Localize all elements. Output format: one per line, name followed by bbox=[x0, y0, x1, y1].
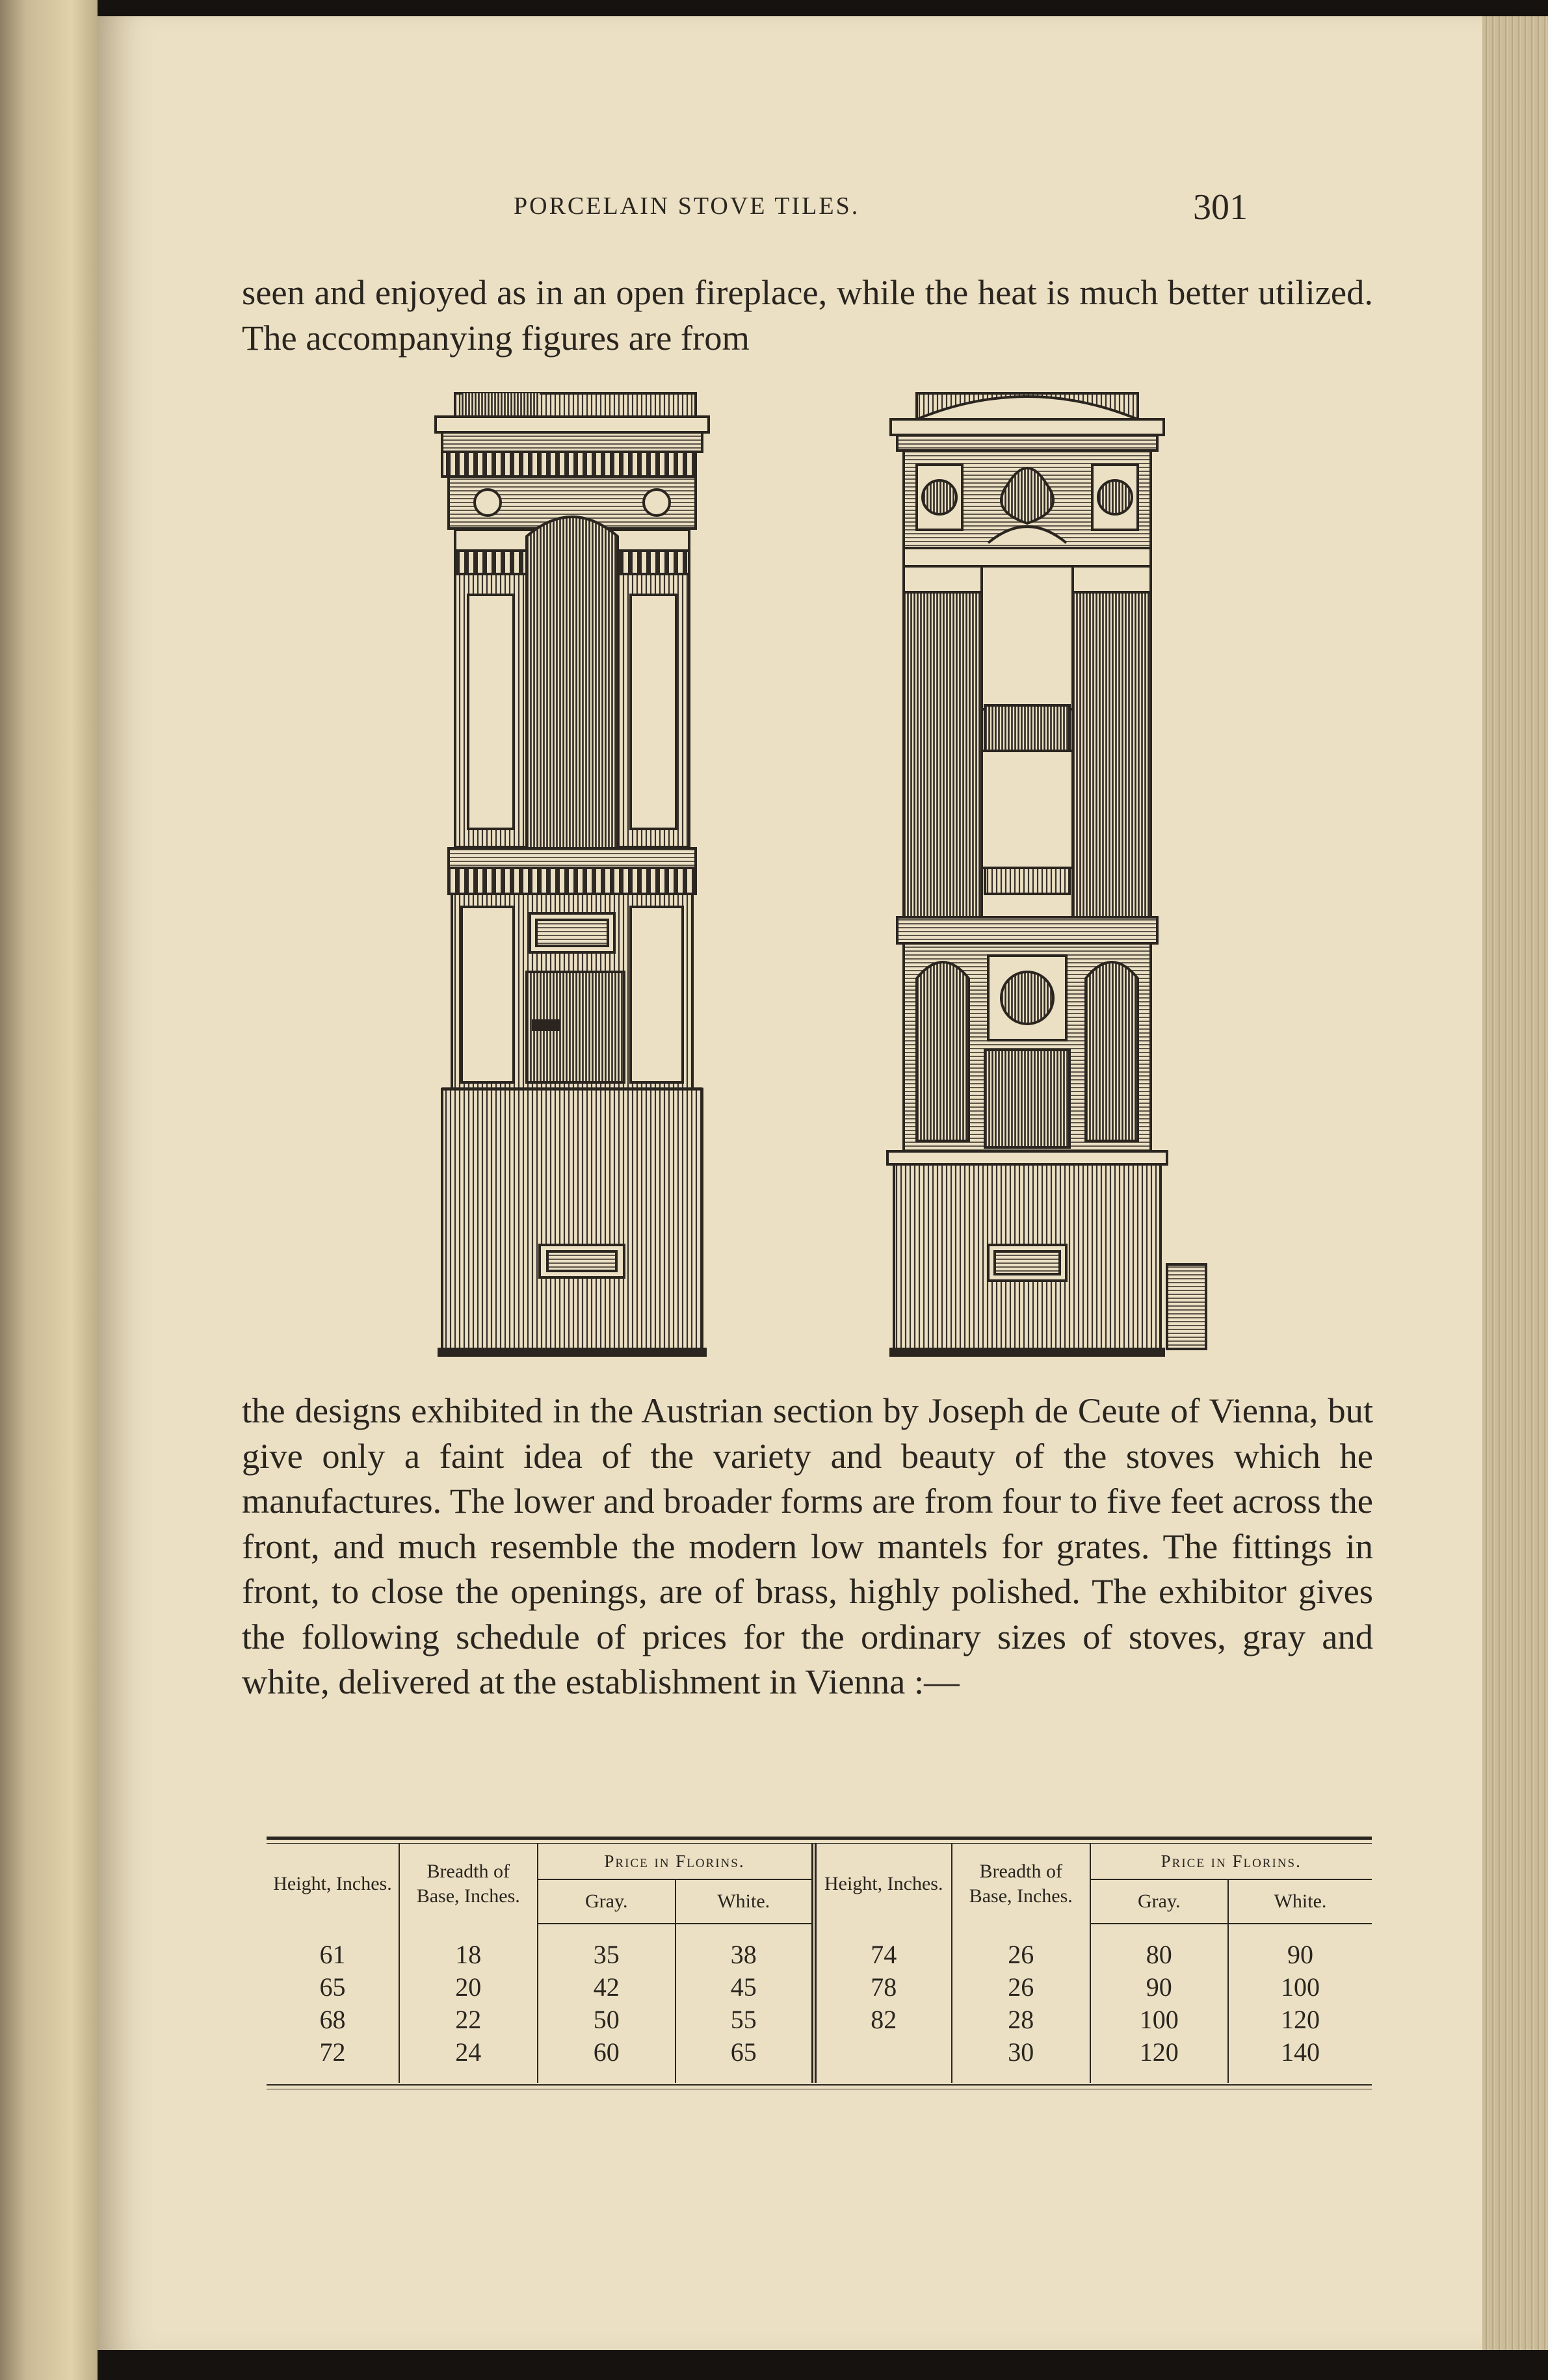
header-breadth: Breadth of Base, Inches. bbox=[399, 1844, 538, 1924]
cell: 20 bbox=[399, 1971, 538, 2004]
cell: 28 bbox=[952, 2004, 1090, 2036]
header-gray-2: Gray. bbox=[1090, 1879, 1229, 1924]
right-column-left bbox=[904, 592, 982, 917]
stoves-illustration bbox=[345, 380, 1268, 1375]
header-white-2: White. bbox=[1228, 1879, 1372, 1924]
cell: 78 bbox=[814, 1971, 952, 2004]
cell: 35 bbox=[538, 1924, 676, 1971]
cell: 90 bbox=[1090, 1971, 1229, 2004]
header-height-2: Height, Inches. bbox=[814, 1844, 952, 1924]
page-header bbox=[98, 187, 1482, 239]
cell: 82 bbox=[814, 2004, 952, 2036]
book-page bbox=[98, 16, 1482, 2350]
cell: 100 bbox=[1090, 2004, 1229, 2036]
cell: 26 bbox=[952, 1971, 1090, 2004]
cell: 90 bbox=[1287, 1940, 1313, 1969]
left-upper-niche bbox=[527, 517, 618, 848]
paragraph-1: seen and enjoyed as in an open fireplace, while the heat is much better utilized. The accompanying figures are from bbox=[242, 272, 1373, 358]
price-schedule-table bbox=[267, 1844, 1372, 2083]
header-white: White. bbox=[676, 1879, 814, 1924]
cell: 120 bbox=[1090, 2036, 1229, 2083]
cell: 80 bbox=[1090, 1924, 1229, 1971]
table-row bbox=[267, 2036, 1372, 2083]
running-title: PORCELAIN STOVE TILES. bbox=[514, 192, 860, 220]
table-row bbox=[267, 2004, 1372, 2036]
stove-left bbox=[436, 393, 709, 1355]
cell: 42 bbox=[538, 1971, 676, 2004]
cell: 60 bbox=[538, 2036, 676, 2083]
cell: 140 bbox=[1281, 2037, 1320, 2067]
table-row bbox=[267, 1971, 1372, 2004]
cell: 65 bbox=[267, 1971, 399, 2004]
cell: 55 bbox=[676, 2004, 814, 2036]
left-base bbox=[442, 1089, 702, 1349]
header-price-2: Price in Florins. bbox=[1090, 1844, 1372, 1879]
page-number: 301 bbox=[1193, 187, 1248, 228]
paragraph-2: the designs exhibited in the Austrian section by Joseph de Ceute of Vienna, but give only a faint idea of the variety and beauty of the stoves which he manufactures. The lower and broader forms are from four to five feet across the front, and much resemble the modern low mantels for grates. The fittings in front, to close the openings, are of brass, highly polished. The exhibitor gives the following schedule of prices for the ordinary sizes of stoves, gray and white, delivered at the establishment in Vienna :— bbox=[242, 1391, 1373, 1701]
cell: 120 bbox=[1281, 2005, 1320, 2034]
header-gray: Gray. bbox=[538, 1879, 676, 1924]
cell: 65 bbox=[676, 2036, 814, 2083]
header-breadth-2: Breadth of Base, Inches. bbox=[952, 1844, 1090, 1924]
cell: 100 bbox=[1281, 1972, 1320, 2002]
header-height: Height, Inches. bbox=[267, 1844, 399, 1924]
cell: 26 bbox=[952, 1924, 1090, 1971]
table-top-rule bbox=[267, 1837, 1372, 1844]
cell: 22 bbox=[399, 2004, 538, 2036]
cell bbox=[814, 2036, 952, 2083]
right-column-right bbox=[1073, 592, 1151, 917]
table-bottom-rule bbox=[267, 2084, 1372, 2089]
header-price: Price in Florins. bbox=[538, 1844, 814, 1879]
stove-right bbox=[887, 393, 1206, 1355]
facing-page-edge bbox=[0, 0, 98, 2380]
cell: 68 bbox=[267, 2004, 399, 2036]
cell: 45 bbox=[676, 1971, 814, 2004]
cell: 50 bbox=[538, 2004, 676, 2036]
cell: 61 bbox=[267, 1924, 399, 1971]
table-row bbox=[267, 1924, 1372, 1971]
cell: 18 bbox=[399, 1924, 538, 1971]
right-fire-door bbox=[985, 1050, 1069, 1147]
cell: 72 bbox=[267, 2036, 399, 2083]
cell: 24 bbox=[399, 2036, 538, 2083]
cell: 30 bbox=[952, 2036, 1090, 2083]
price-table bbox=[267, 1837, 1372, 2089]
cell: 38 bbox=[676, 1924, 814, 1971]
cell: 74 bbox=[814, 1924, 952, 1971]
page-edges bbox=[1482, 16, 1548, 2350]
